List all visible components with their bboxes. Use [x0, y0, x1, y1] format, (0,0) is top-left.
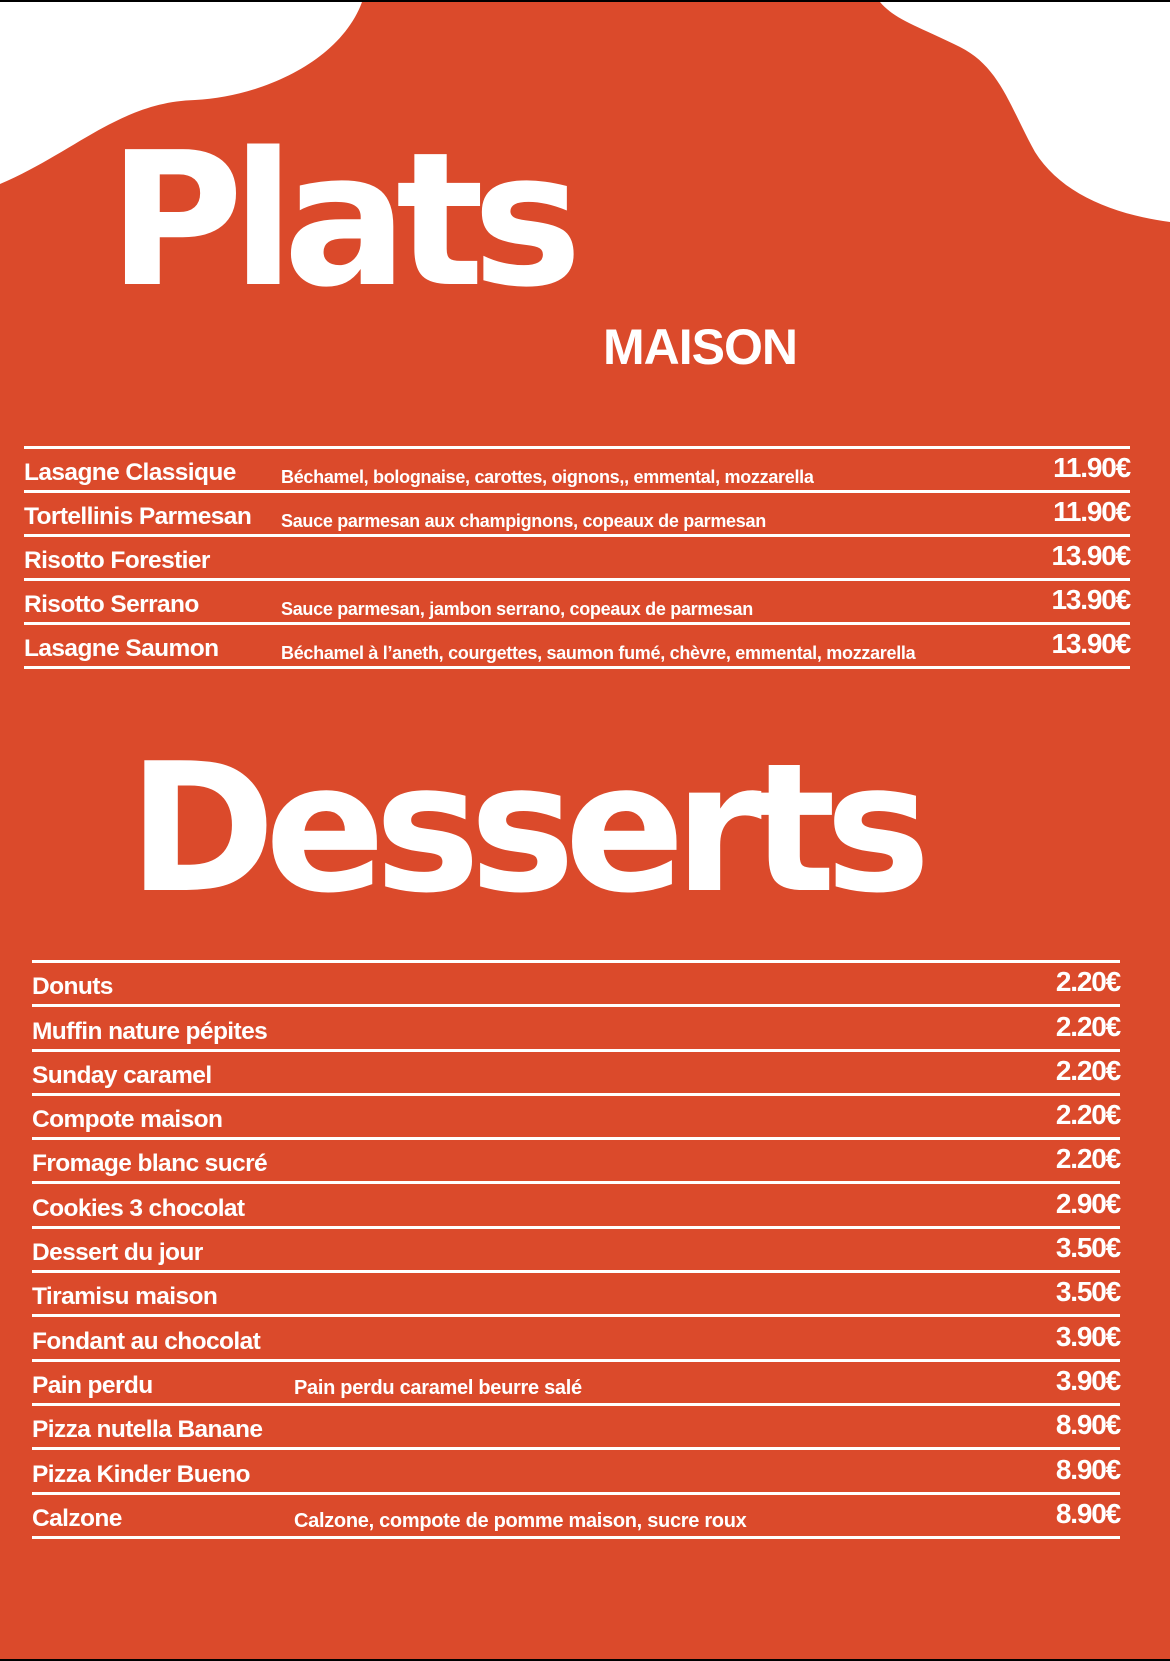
item-price: 3.90€	[1055, 1320, 1120, 1352]
item-name: Pizza nutella Banane	[32, 1416, 263, 1444]
item-price: 13.90€	[1051, 540, 1130, 571]
item-price: 2.20€	[1055, 1054, 1120, 1086]
item-price: 8.90€	[1055, 1453, 1120, 1485]
plats-subtitle: MAISON	[603, 319, 797, 375]
item-name: Lasagne Classique	[24, 459, 236, 486]
item-price: 11.90€	[1053, 452, 1130, 483]
menu-item	[32, 1007, 1120, 1051]
item-price: 2.20€	[1055, 1143, 1120, 1175]
menu-page	[0, 2, 1170, 1659]
item-desc: Sauce parmesan, jambon serrano, copeaux de parmesan	[281, 599, 753, 619]
item-desc: Béchamel à l’aneth, courgettes, saumon fumé, chèvre, emmental, mozzarella	[281, 643, 916, 663]
item-desc: Pain perdu caramel beurre salé	[294, 1376, 582, 1399]
item-name: Calzone	[32, 1504, 122, 1532]
item-price: 2.20€	[1055, 1099, 1120, 1131]
menu-item	[32, 1140, 1120, 1184]
item-name: Pain perdu	[32, 1371, 153, 1399]
item-price: 8.90€	[1055, 1497, 1120, 1529]
plats-title: Plats	[108, 112, 571, 328]
item-price: 11.90€	[1053, 496, 1130, 527]
item-price: 3.50€	[1055, 1276, 1120, 1308]
item-price: 3.50€	[1055, 1232, 1120, 1264]
item-name: Cookies 3 chocolat	[32, 1194, 245, 1222]
item-desc: Sauce parmesan aux champignons, copeaux de parmesan	[281, 511, 766, 531]
item-price: 3.90€	[1055, 1364, 1120, 1396]
item-name: Lasagne Saumon	[24, 635, 219, 662]
item-name: Donuts	[32, 973, 113, 1001]
item-price: 13.90€	[1051, 584, 1130, 615]
item-price: 2.90€	[1055, 1187, 1120, 1219]
menu-item	[32, 1229, 1120, 1273]
item-desc: Béchamel, bolognaise, carottes, oignons,, emmental, mozzarella	[281, 467, 814, 487]
menu-item	[32, 1184, 1120, 1228]
item-name: Compote maison	[32, 1106, 223, 1134]
menu-item	[32, 1317, 1120, 1361]
menu-item	[32, 1052, 1120, 1096]
menu-item	[32, 1450, 1120, 1494]
item-price: 8.90€	[1055, 1409, 1120, 1441]
item-name: Tiramisu maison	[32, 1283, 218, 1311]
item-name: Fondant au chocolat	[32, 1327, 261, 1355]
item-name: Pizza Kinder Bueno	[32, 1460, 250, 1488]
item-name: Risotto Serrano	[24, 591, 199, 618]
menu-item	[32, 963, 1120, 1007]
menu-item	[24, 449, 1130, 493]
item-name: Dessert du jour	[32, 1239, 203, 1267]
menu-item	[32, 1273, 1120, 1317]
item-name: Muffin nature pépites	[32, 1017, 268, 1045]
item-price: 2.20€	[1055, 966, 1120, 998]
plats-menu-list	[24, 446, 1130, 669]
menu-item	[32, 1495, 1120, 1539]
item-name: Sunday caramel	[32, 1061, 212, 1089]
menu-item	[24, 537, 1130, 581]
menu-item	[24, 581, 1130, 625]
desserts-menu-list	[32, 960, 1120, 1539]
menu-item	[32, 1096, 1120, 1140]
item-price: 2.20€	[1055, 1010, 1120, 1042]
item-name: Tortellinis Parmesan	[24, 503, 252, 530]
menu-item	[24, 625, 1130, 669]
item-desc: Calzone, compote de pomme maison, sucre roux	[294, 1509, 747, 1532]
item-price: 13.90€	[1051, 628, 1130, 659]
menu-item	[24, 493, 1130, 537]
menu-item	[32, 1362, 1120, 1406]
menu-item	[32, 1406, 1120, 1450]
desserts-title: Desserts	[128, 725, 920, 932]
item-name: Fromage blanc sucré	[32, 1150, 268, 1178]
item-name: Risotto Forestier	[24, 547, 210, 574]
